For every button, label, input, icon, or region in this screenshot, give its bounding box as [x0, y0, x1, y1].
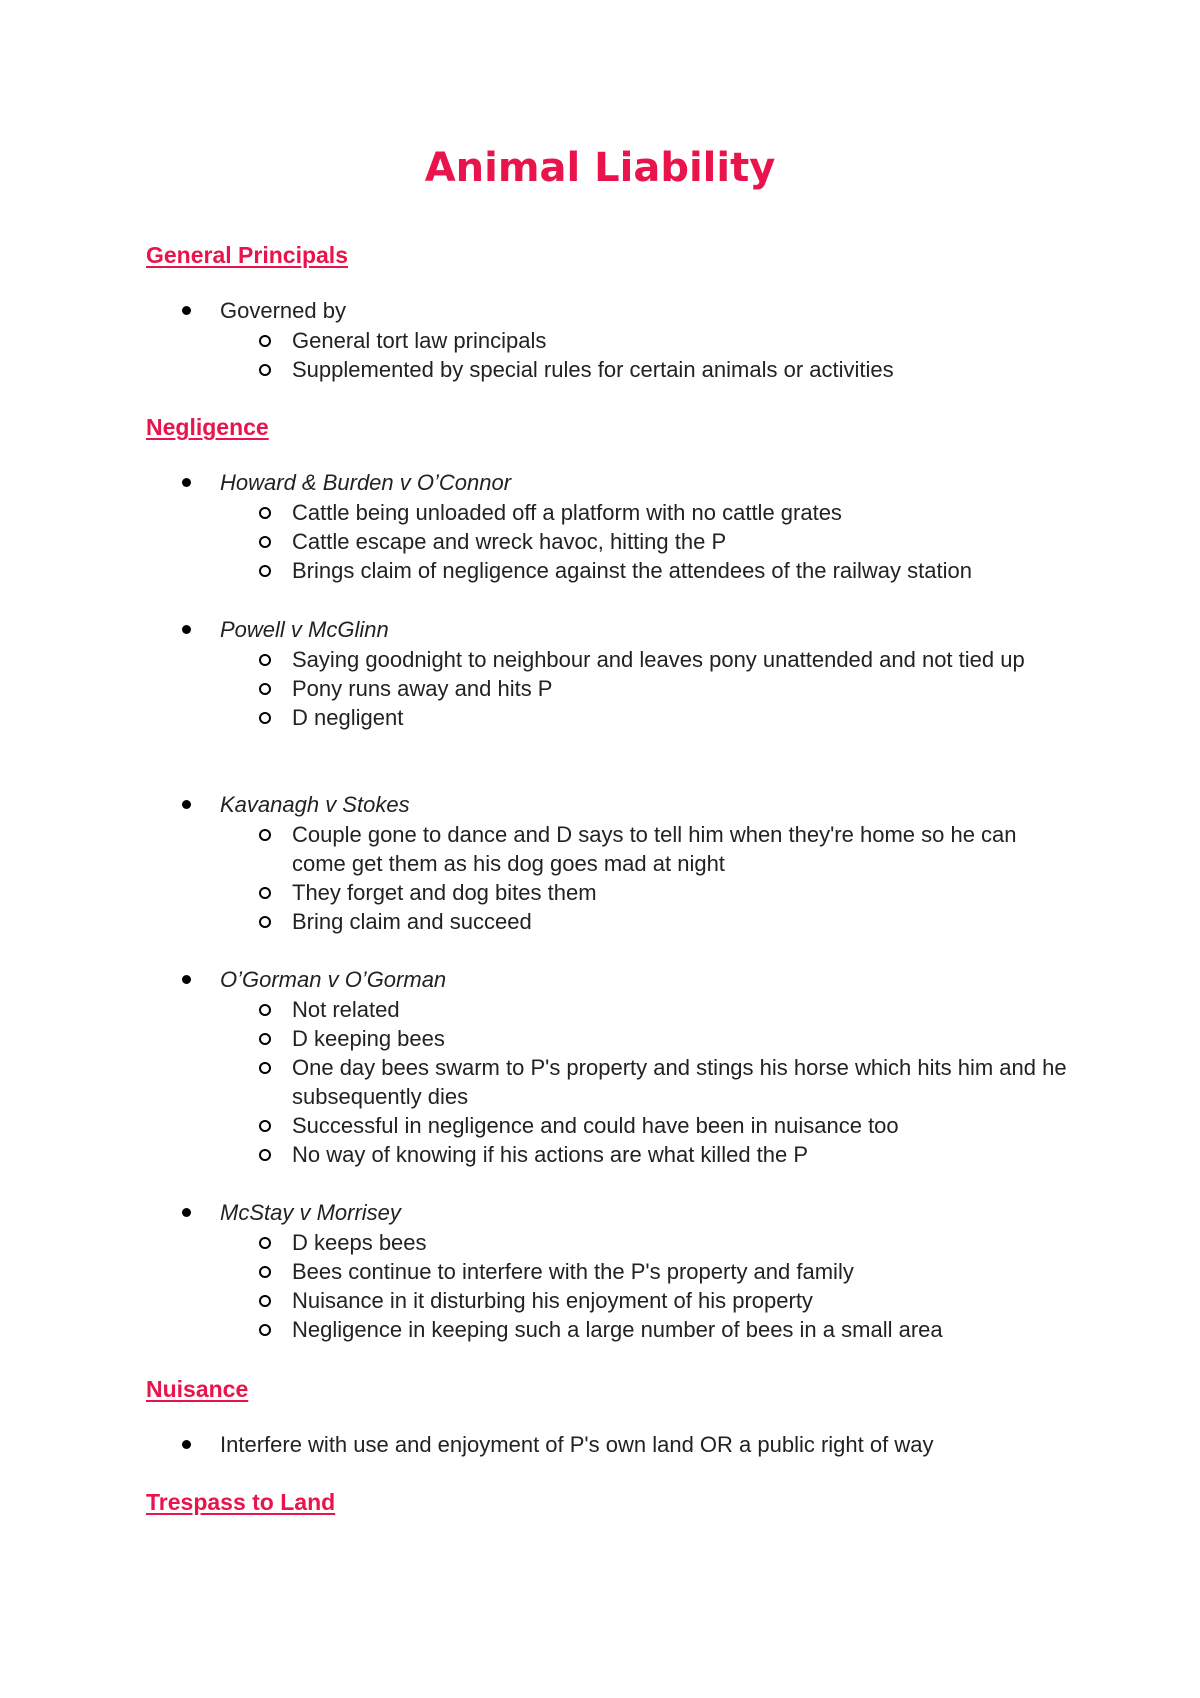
list-item — [0, 615, 1060, 732]
circle-bullet-icon — [259, 1324, 271, 1336]
bullet-icon — [182, 1440, 191, 1449]
sub-list — [220, 645, 1060, 732]
circle-bullet-icon — [259, 1237, 271, 1249]
sub-list-item: Couple gone to dance and D says to tell him when they're home so he can come get them as his dog goes mad at night — [220, 820, 1072, 878]
page-title: Animal Liability — [424, 145, 776, 191]
list-item — [0, 965, 1067, 1169]
circle-bullet-icon — [259, 335, 271, 347]
bullet-icon — [182, 625, 191, 634]
case-mcstay-morrisey — [0, 1198, 1060, 1344]
case-powell-mcglinn — [0, 615, 1060, 732]
circle-bullet-icon — [259, 1295, 271, 1307]
general-principals-list — [0, 296, 1060, 384]
circle-bullet-icon — [259, 536, 271, 548]
sub-list-item: Bring claim and succeed — [220, 907, 1072, 936]
sub-list-item: Nuisance in it disturbing his enjoyment of his property — [220, 1286, 1072, 1315]
sub-list-item: Pony runs away and hits P — [220, 674, 1072, 703]
sub-list-item: They forget and dog bites them — [220, 878, 1072, 907]
list-item-text: Governed by — [220, 298, 346, 323]
nuisance-list — [0, 1430, 1060, 1460]
sub-list — [220, 326, 1060, 384]
sub-list-item: D negligent — [220, 703, 1072, 732]
sub-list — [220, 820, 1060, 936]
sub-list — [220, 498, 1060, 585]
circle-bullet-icon — [259, 1120, 271, 1132]
circle-bullet-icon — [259, 887, 271, 899]
list-item — [0, 1430, 1060, 1460]
list-item — [0, 468, 1060, 585]
bullet-icon — [182, 975, 191, 984]
sub-list-item: Cattle escape and wreck havoc, hitting the P — [220, 527, 1072, 556]
sub-list-item: Saying goodnight to neighbour and leaves pony unattended and not tied up — [220, 645, 1072, 674]
case-name: Howard & Burden v O’Connor — [220, 470, 512, 495]
sub-list — [220, 1228, 1060, 1344]
case-name: Kavanagh v Stokes — [220, 792, 410, 817]
case-name: McStay v Morrisey — [220, 1200, 401, 1225]
circle-bullet-icon — [259, 683, 271, 695]
circle-bullet-icon — [259, 829, 271, 841]
sub-list-item: Supplemented by special rules for certain animals or activities — [220, 355, 1072, 384]
case-howard-burden — [0, 468, 1060, 585]
circle-bullet-icon — [259, 654, 271, 666]
heading-nuisance: Nuisance — [146, 1376, 249, 1402]
bullet-icon — [182, 478, 191, 487]
sub-list-item: Not related — [220, 995, 1072, 1024]
sub-list-item: Negligence in keeping such a large number of bees in a small area — [220, 1315, 1072, 1344]
circle-bullet-icon — [259, 507, 271, 519]
circle-bullet-icon — [259, 916, 271, 928]
circle-bullet-icon — [259, 565, 271, 577]
case-kavanagh-stokes — [0, 790, 1060, 936]
case-name: O’Gorman v O’Gorman — [220, 967, 447, 992]
circle-bullet-icon — [259, 1062, 271, 1074]
sub-list-item: Successful in negligence and could have been in nuisance too — [220, 1111, 1072, 1140]
sub-list-item: D keeping bees — [220, 1024, 1072, 1053]
list-item — [0, 296, 1060, 384]
sub-list-item: One day bees swarm to P's property and stings his horse which hits him and he subsequently dies — [220, 1053, 1072, 1111]
circle-bullet-icon — [259, 1033, 271, 1045]
sub-list-item: No way of knowing if his actions are what killed the P — [220, 1140, 1072, 1169]
list-item — [0, 1198, 1060, 1344]
list-item-text: Interfere with use and enjoyment of P's own land OR a public right of way — [220, 1432, 934, 1457]
heading-negligence: Negligence — [146, 414, 269, 440]
sub-list-item: D keeps bees — [220, 1228, 1072, 1257]
circle-bullet-icon — [259, 364, 271, 376]
sub-list-item: Brings claim of negligence against the attendees of the railway station — [220, 556, 1072, 585]
sub-list — [220, 995, 1067, 1169]
circle-bullet-icon — [259, 1149, 271, 1161]
sub-list-item: General tort law principals — [220, 326, 1072, 355]
sub-list-item: Bees continue to interfere with the P's property and family — [220, 1257, 1072, 1286]
circle-bullet-icon — [259, 1004, 271, 1016]
heading-general-principals: General Principals — [146, 242, 348, 268]
heading-trespass-to-land: Trespass to Land — [146, 1489, 336, 1515]
case-name: Powell v McGlinn — [220, 617, 389, 642]
circle-bullet-icon — [259, 712, 271, 724]
list-item — [0, 790, 1060, 936]
case-ogorman-ogorman — [0, 965, 1067, 1169]
circle-bullet-icon — [259, 1266, 271, 1278]
sub-list-item: Cattle being unloaded off a platform with no cattle grates — [220, 498, 1072, 527]
bullet-icon — [182, 306, 191, 315]
bullet-icon — [182, 1208, 191, 1217]
bullet-icon — [182, 800, 191, 809]
